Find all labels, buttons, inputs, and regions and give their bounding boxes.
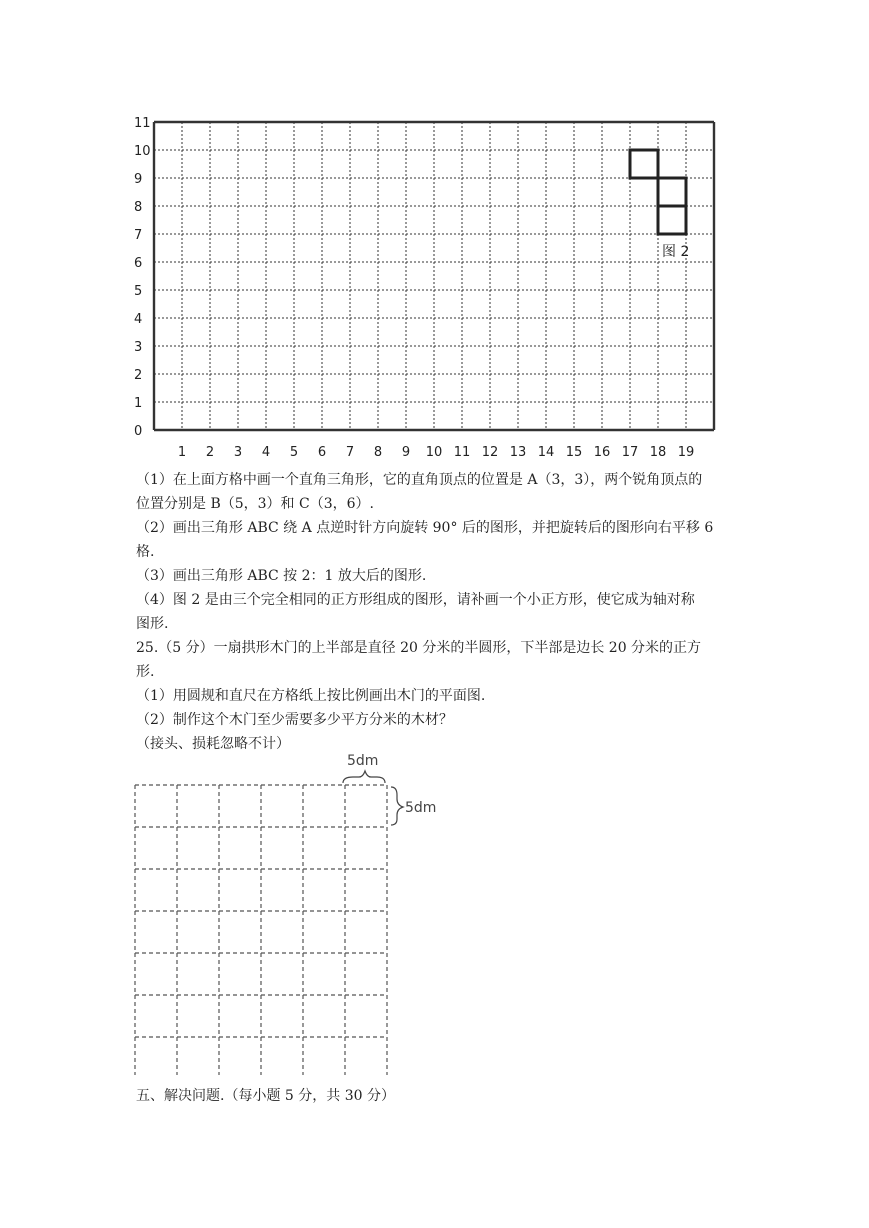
x-axis-label: 8 xyxy=(373,445,383,460)
question-24-2-line2: 格. xyxy=(136,544,155,560)
x-axis-label: 5 xyxy=(289,445,299,460)
x-axis-label: 19 xyxy=(677,445,695,460)
x-axis-label: 4 xyxy=(261,445,271,460)
x-axis-label: 16 xyxy=(593,445,611,460)
y-axis-label: 3 xyxy=(134,340,143,355)
section-5-heading: 五、解决问题.（每小题 5 分，共 30 分） xyxy=(136,1088,395,1104)
figure-2-label: 图 2 xyxy=(662,244,690,260)
dashed-grid xyxy=(125,745,445,1075)
question-24-1-line1: （1）在上面方格中画一个直角三角形，它的直角顶点的位置是 A（3，3），两个锐角顶点的 xyxy=(136,472,703,488)
figure-2-square xyxy=(658,206,686,234)
question-25-note: （接头、损耗忽略不计） xyxy=(136,736,290,752)
x-axis-label: 15 xyxy=(565,445,583,460)
y-axis-label: 9 xyxy=(134,172,143,187)
x-axis-label: 2 xyxy=(205,445,215,460)
x-axis-label: 10 xyxy=(425,445,443,460)
x-axis-label: 18 xyxy=(649,445,667,460)
width-label: 5dm xyxy=(347,753,379,769)
x-axis-label: 14 xyxy=(537,445,555,460)
y-axis-label: 4 xyxy=(134,312,143,327)
x-axis-label: 6 xyxy=(317,445,327,460)
question-25-line2: 形. xyxy=(136,664,155,680)
y-axis-label: 10 xyxy=(134,144,151,159)
x-axis-label: 3 xyxy=(233,445,243,460)
question-24-3: （3）画出三角形 ABC 按 2：1 放大后的图形. xyxy=(136,568,427,584)
question-25-line1: 25.（5 分）一扇拱形木门的上半部是直径 20 分米的半圆形，下半部是边长 20 分米的正方 xyxy=(136,640,702,656)
question-24-4-line1: （4）图 2 是由三个完全相同的正方形组成的图形，请补画一个小正方形，使它成为轴对称 xyxy=(136,592,695,608)
y-axis-label: 11 xyxy=(134,116,151,131)
x-axis-label: 17 xyxy=(621,445,639,460)
figure-2-squares xyxy=(630,150,686,234)
x-axis-labels xyxy=(178,445,694,460)
figure-2-square xyxy=(630,150,658,178)
y-axis-label: 7 xyxy=(134,228,143,243)
y-axis-label: 8 xyxy=(134,200,143,215)
question-24-2-line1: （2）画出三角形 ABC 绕 A 点逆时针方向旋转 90° 后的图形，并把旋转后的图形向右平移 6 xyxy=(136,520,714,536)
x-axis-label: 11 xyxy=(453,445,471,460)
x-axis-label: 12 xyxy=(481,445,499,460)
y-axis-label: 0 xyxy=(134,424,143,439)
y-axis-label: 5 xyxy=(134,284,143,299)
question-25-2: （2）制作这个木门至少需要多少平方分米的木材？ xyxy=(136,712,453,728)
question-25-1: （1）用圆规和直尺在方格纸上按比例画出木门的平面图. xyxy=(136,688,486,704)
height-label: 5dm xyxy=(405,800,437,816)
x-axis-label: 7 xyxy=(345,445,355,460)
x-axis-label: 13 xyxy=(509,445,527,460)
x-axis-label: 9 xyxy=(401,445,411,460)
dashed-grid-lines xyxy=(135,785,387,1075)
y-axis-labels xyxy=(134,116,151,439)
question-24-1-line2: 位置分别是 B（5，3）和 C（3，6）. xyxy=(136,496,374,512)
height-brace xyxy=(391,787,403,825)
question-24-4-line2: 图形. xyxy=(136,616,169,632)
width-brace xyxy=(343,771,385,783)
figure-2-square xyxy=(658,178,686,206)
y-axis-label: 1 xyxy=(134,396,143,411)
x-axis-label: 1 xyxy=(177,445,187,460)
coordinate-grid xyxy=(130,110,740,460)
y-axis-label: 2 xyxy=(134,368,143,383)
y-axis-label: 6 xyxy=(134,256,143,271)
